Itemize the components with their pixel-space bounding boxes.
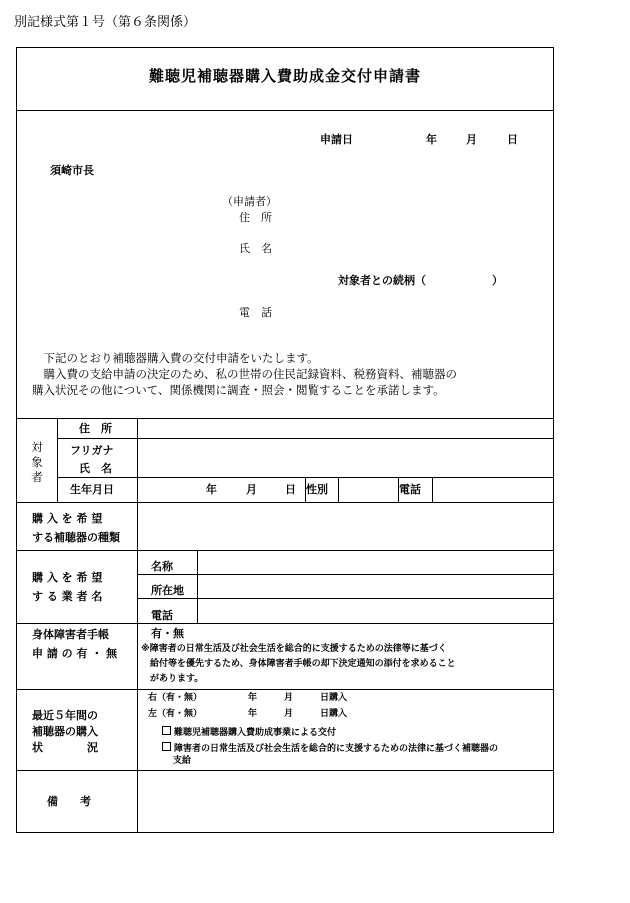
purchase-option-2-text: 障害者の日常生活及び社会生活を総合的に支援するための法律に基づく補聴器の	[174, 744, 499, 754]
applicant-name-label: 氏 名	[239, 242, 272, 255]
subject-name-label: 氏 名	[79, 462, 112, 475]
vendor-phone-label: 電話	[151, 609, 173, 622]
row-line	[17, 770, 553, 771]
purchase-option-1-text: 難聴児補聴器購入費助成事業による交付	[174, 728, 337, 738]
purchase-history-label-1: 最近５年間の	[32, 709, 98, 722]
col-line	[432, 477, 433, 502]
row-line	[17, 502, 553, 503]
disability-handbook-options: 有・無	[151, 627, 184, 640]
statement-line-3: 購入状況その他について、関係機関に調査・照会・閲覧することを承諾します。	[32, 383, 445, 397]
statement-line-1: 下記のとおり補聴器購入費の交付申請をいたします。	[32, 351, 319, 365]
row-line	[57, 438, 553, 439]
subject-birthdate-label: 生年月日	[70, 483, 114, 496]
divider	[17, 110, 553, 111]
purchase-right-year: 年	[248, 693, 258, 703]
disability-handbook-note-2: 給付等を優先するため、身体障害者手帳の却下決定通知の添付を求めること	[141, 659, 456, 669]
application-date-month: 月	[466, 133, 477, 146]
col-line	[137, 418, 138, 832]
checkbox-icon[interactable]	[162, 742, 171, 751]
subject-birth-month: 月	[246, 483, 257, 496]
checkbox-icon[interactable]	[162, 726, 171, 735]
addressee: 須崎市長	[50, 164, 94, 177]
form-title: 難聴児補聴器購入費助成金交付申請書	[148, 67, 421, 85]
vendor-name-label: 名称	[151, 560, 173, 573]
vendor-location-label: 所在地	[151, 584, 184, 597]
statement-line-2: 購入費の支給申請の決定のため、私の世帯の住民記録資料、税務資料、補聴器の	[32, 367, 458, 381]
col-line	[197, 550, 198, 623]
purchase-history-label-2: 補聴器の購入	[32, 725, 98, 738]
vendor-label-1: 購 入 を 希 望	[32, 571, 103, 584]
applicant-relation-label: 対象者との続柄（ ）	[338, 274, 503, 287]
subject-birth-day: 日	[285, 483, 296, 496]
purchase-history-label-3: 状 況	[32, 741, 98, 754]
purchase-right-purchased: 日購入	[320, 693, 348, 703]
subject-birth-year: 年	[206, 483, 217, 496]
purchase-right-month: 月	[284, 693, 294, 703]
application-date-day: 日	[507, 133, 518, 146]
purchase-option-2	[162, 742, 498, 754]
application-date-label: 申請日	[320, 133, 353, 146]
applicant-address-label: 住 所	[239, 211, 272, 224]
application-form	[16, 47, 554, 833]
row-line	[17, 623, 553, 624]
subject-furigana-label: フリガナ	[70, 444, 114, 457]
purchase-option-2-cont: 支給	[173, 756, 192, 766]
purchase-left-year: 年	[248, 709, 258, 719]
remarks-label: 備 考	[47, 795, 91, 808]
subject-phone-label: 電話	[399, 483, 421, 496]
hearing-aid-type-label-2: する補聴器の種類	[32, 531, 120, 544]
subject-group-label: 対象者	[31, 440, 43, 484]
purchase-left-purchased: 日購入	[320, 709, 348, 719]
disability-handbook-note-3: があります。	[141, 674, 204, 684]
purchase-left-month: 月	[284, 709, 294, 719]
row-line	[17, 689, 553, 690]
col-line	[338, 477, 339, 502]
application-date-year: 年	[426, 133, 437, 146]
applicant-phone-label: 電 話	[239, 306, 272, 319]
row-line	[17, 550, 553, 551]
col-line	[57, 418, 58, 502]
disability-handbook-note-1: ※障害者の日常生活及び社会生活を総合的に支援するための法律等に基づく	[141, 644, 447, 654]
purchase-option-1	[162, 726, 336, 738]
row-line	[137, 598, 553, 599]
hearing-aid-type-label-1: 購 入 を 希 望	[32, 512, 103, 525]
vendor-label-2: す る 業 者 名	[32, 590, 103, 603]
purchase-left-label: 左（有・無）	[148, 709, 203, 719]
row-line	[17, 418, 553, 419]
row-line	[137, 574, 553, 575]
disability-handbook-label-1: 身体障害者手帳	[32, 628, 109, 641]
subject-address-label: 住 所	[79, 422, 112, 435]
form-caption: 別記様式第１号（第６条関係）	[14, 15, 197, 30]
disability-handbook-label-2: 申 請 の 有 ・ 無	[32, 647, 118, 660]
purchase-right-label: 右（有・無）	[148, 693, 203, 703]
subject-sex-label: 性別	[306, 483, 328, 496]
applicant-heading: （申請者）	[222, 195, 277, 208]
